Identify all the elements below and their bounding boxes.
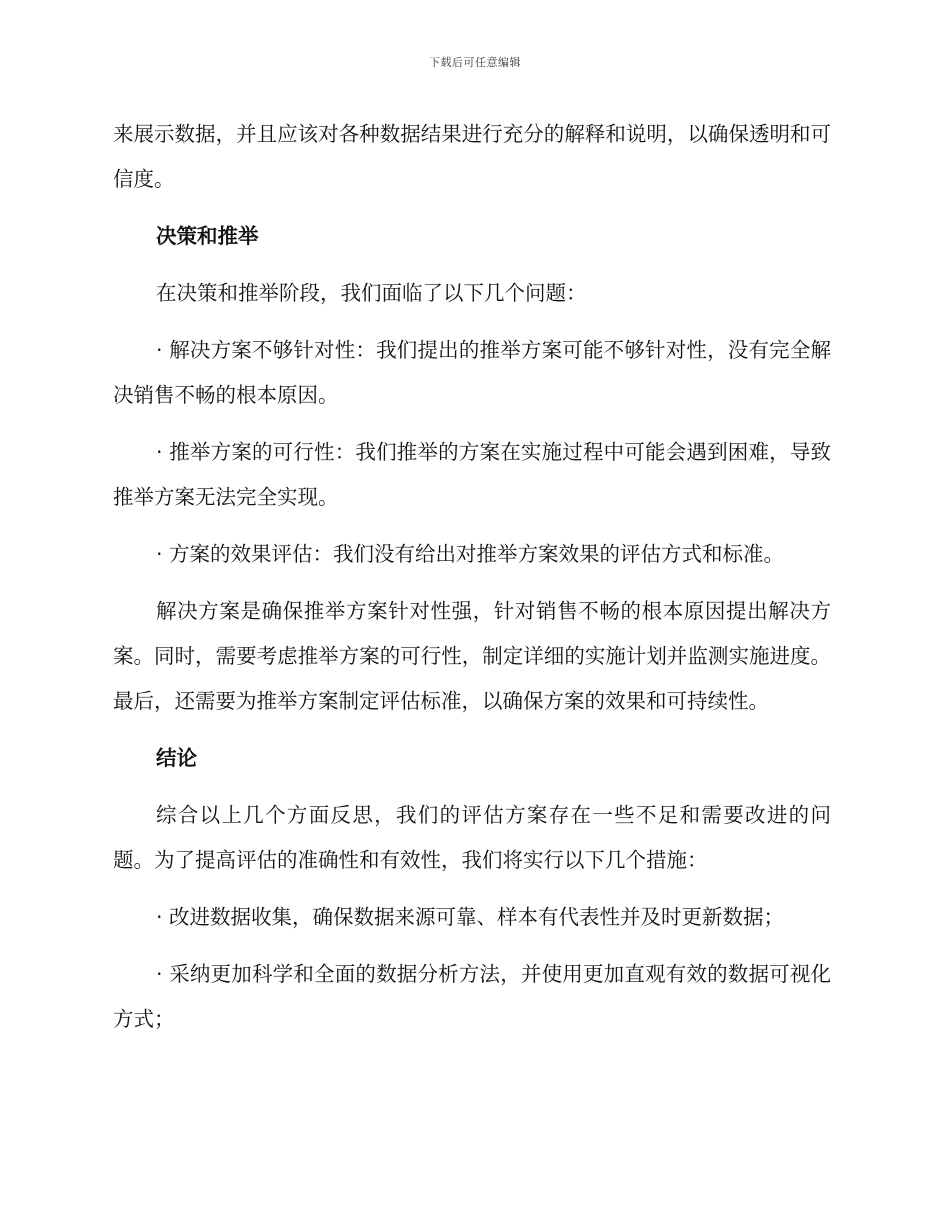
bullet-feasibility: · 推举方案的可行性：我们推举的方案在实施过程中可能会遇到困难，导致推举方案无法完全实现。 (113, 440, 831, 509)
paragraph-decision-intro: 在决策和推举阶段，我们面临了以下几个问题： (156, 281, 587, 305)
section-heading-decision: 决策和推举 (156, 224, 259, 248)
bullet-data-analysis: · 采纳更加科学和全面的数据分析方法，并使用更加直观有效的数据可视化方式； (113, 962, 831, 1031)
paragraph-data-display: 来展示数据，并且应该对各种数据结果进行充分的解释和说明，以确保透明和可信度。 (113, 122, 831, 191)
page-header: 下载后可任意编辑 (429, 56, 521, 69)
document-body (113, 112, 831, 1054)
paragraph-solution: 解决方案是确保推举方案针对性强，针对销售不畅的根本原因提出解决方案。同时，需要考虑推举方案的可行性，制定详细的实施计划并监测实施进度。最后，还需要为推举方案制定评估标准，以确保方案的效果和可持续性。 (113, 599, 831, 713)
section-heading-conclusion: 结论 (156, 746, 197, 770)
bullet-evaluation: · 方案的效果评估：我们没有给出对推举方案效果的评估方式和标准。 (156, 542, 785, 566)
bullet-targeting: · 解决方案不够针对性：我们提出的推举方案可能不够针对性，没有完全解决销售不畅的根本原因。 (113, 338, 831, 407)
bullet-data-collection: · 改进数据收集，确保数据来源可靠、样本有代表性并及时更新数据； (156, 905, 785, 929)
paragraph-conclusion-intro: 综合以上几个方面反思，我们的评估方案存在一些不足和需要改进的问题。为了提高评估的准确性和有效性，我们将实行以下几个措施： (113, 803, 831, 872)
